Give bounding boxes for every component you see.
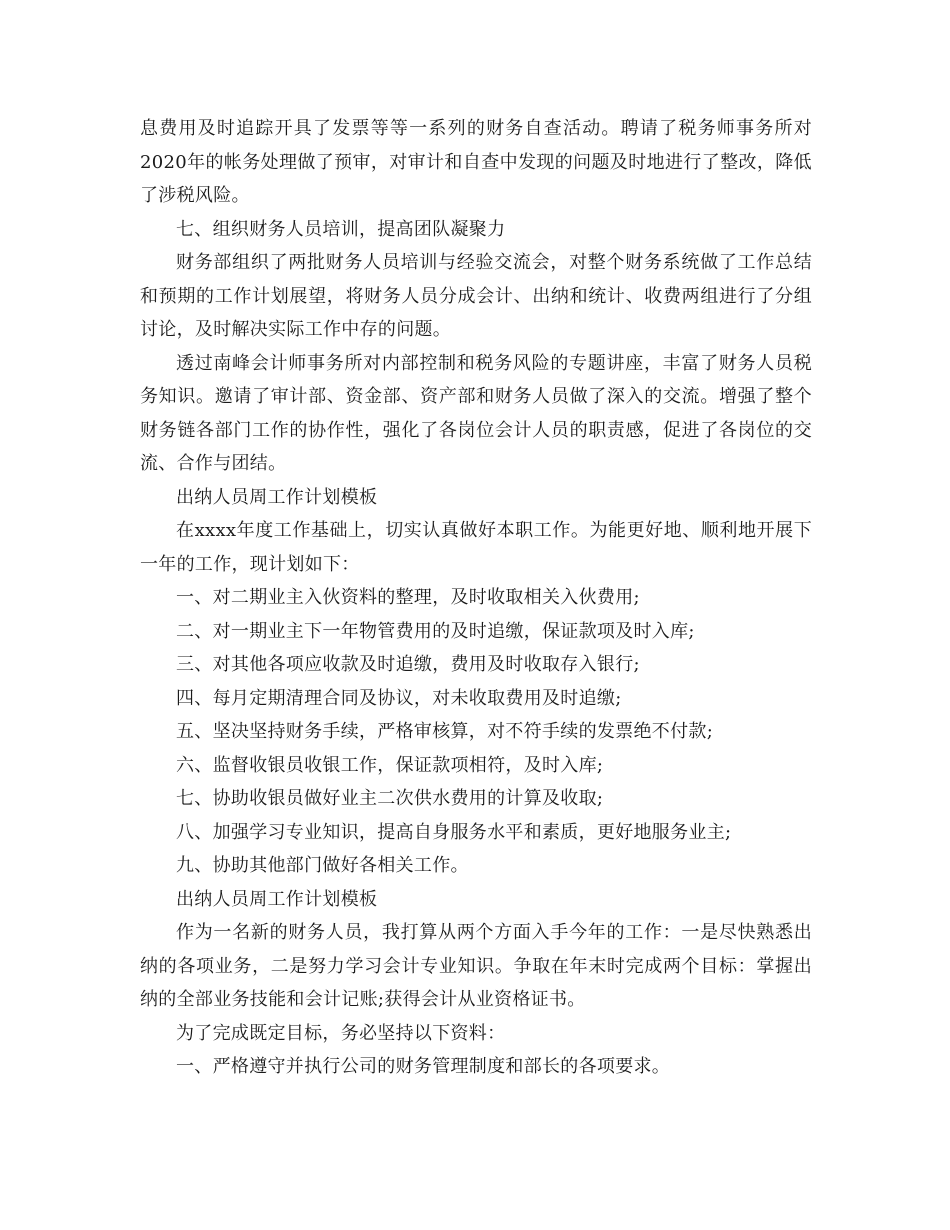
paragraph-self-audit-continued: 息费用及时追踪开具了发票等等一系列的财务自查活动。聘请了税务师事务所对2020年的帐务处理做了预审，对审计和自查中发现的问题及时地进行了整改，降低了涉税风险。 (140, 118, 812, 206)
paragraph-training-sessions: 财务部组织了两批财务人员培训与经验交流会，对整个财务系统做了工作总结和预期的工作计划展望，将财务人员分成会计、出纳和统计、收费两组进行了分组讨论，及时解决实际工作中存的问题。 (140, 252, 812, 340)
list-item-5: 五、坚决坚持财务手续，严格审核算，对不符手续的发票绝不付款; (176, 721, 714, 742)
document-page (140, 112, 812, 1084)
list-item-8: 八、加强学习专业知识，提高自身服务水平和素质，更好地服务业主; (176, 821, 732, 843)
heading-staff-training: 七、组织财务人员培训，提高团队凝聚力 (176, 218, 506, 240)
list-item-6: 六、监督收银员收银工作，保证款项相符，及时入库; (176, 754, 604, 776)
paragraph-plan-intro: 在xxxx年度工作基础上，切实认真做好本职工作。为能更好地、顺利地开展下一年的工作，现计划如下： (140, 520, 812, 575)
list-item-7: 七、协助收银员做好业主二次供水费用的计算及收取; (176, 788, 604, 809)
heading-cashier-plan: 出纳人员周工作计划模板 (176, 486, 378, 508)
list-item-4: 四、每月定期清理合同及协议，对未收取费用及时追缴; (176, 687, 622, 709)
list-item-1: 一、对二期业主入伙资料的整理，及时收取相关入伙费用; (176, 587, 640, 608)
list-item-2: 二、对一期业主下一年物管费用的及时追缴，保证款项及时入库; (176, 620, 695, 642)
paragraph-goals: 为了完成既定目标，务必坚持以下资料： (176, 1022, 506, 1044)
paragraph-new-staff: 作为一名新的财务人员，我打算从两个方面入手今年的工作：一是尽快熟悉出纳的各项业务，二是努力学习会计专业知识。争取在年末时完成两个目标：掌握出纳的全部业务技能和会计记账;获得会计从业资格证书。 (140, 922, 812, 1010)
list-item-9: 九、协助其他部门做好各相关工作。 (176, 855, 469, 876)
paragraph-lectures: 透过南峰会计师事务所对内部控制和税务风险的专题讲座，丰富了财务人员税务知识。邀请了审计部、资金部、资产部和财务人员做了深入的交流。增强了整个财务链各部门工作的协作性，强化了各岗位会计人员的职责感，促进了各岗位的交流、合作与团结。 (140, 352, 812, 474)
list-item-3: 三、对其他各项应收款及时追缴，费用及时收取存入银行; (176, 654, 640, 675)
list-item-rule-1: 一、严格遵守并执行公司的财务管理制度和部长的各项要求。 (176, 1056, 671, 1077)
heading-cashier-plan-2: 出纳人员周工作计划模板 (176, 888, 378, 910)
